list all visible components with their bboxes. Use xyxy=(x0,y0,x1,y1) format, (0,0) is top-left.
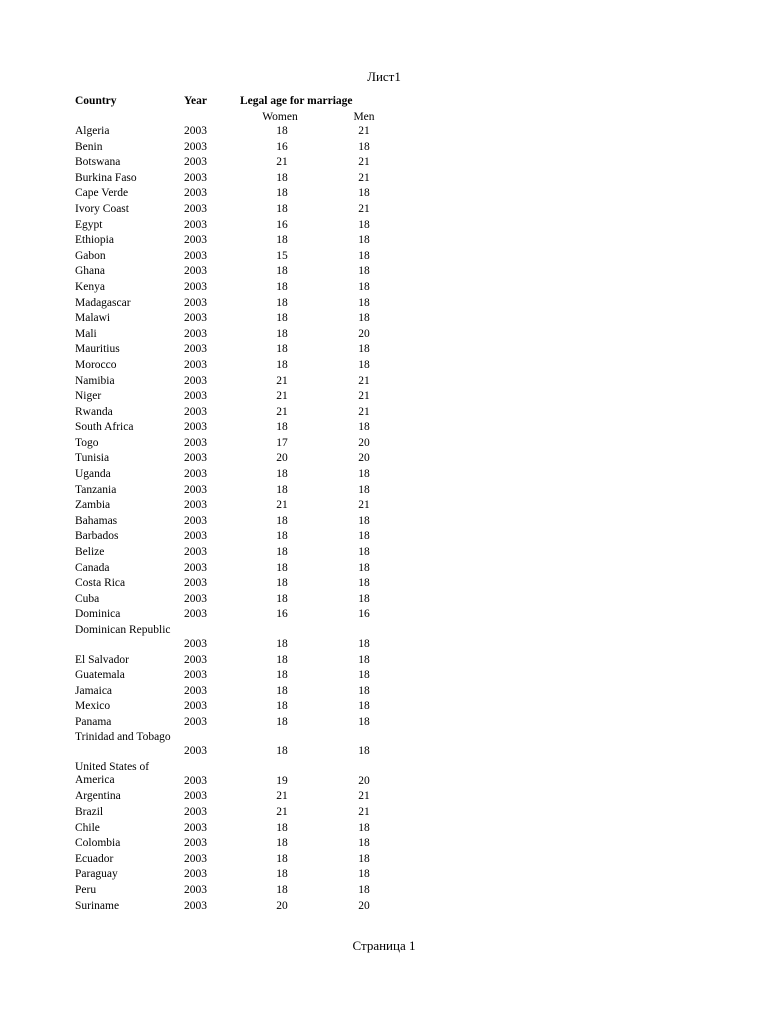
women-age-cell: 18 xyxy=(276,577,288,590)
country-cell: Argentina xyxy=(75,790,121,803)
women-age-cell: 18 xyxy=(276,280,288,293)
country-cell: Panama xyxy=(75,715,112,728)
table-row xyxy=(75,607,395,623)
table-header-row xyxy=(75,93,395,110)
women-age-cell: 20 xyxy=(276,452,288,465)
women-age-cell: 18 xyxy=(276,684,288,697)
country-cell: Belize xyxy=(75,546,105,559)
country-cell: Togo xyxy=(75,436,99,449)
country-cell: South Africa xyxy=(75,421,134,434)
men-age-cell: 20 xyxy=(358,452,370,465)
year-cell: 2003 xyxy=(184,343,207,356)
women-age-cell: 18 xyxy=(276,296,288,309)
table-row xyxy=(75,715,395,731)
men-age-cell: 21 xyxy=(358,405,370,418)
men-age-cell: 18 xyxy=(358,715,370,728)
men-age-cell: 18 xyxy=(358,530,370,543)
women-age-cell: 17 xyxy=(276,436,288,449)
table-row xyxy=(75,545,395,561)
country-cell: Colombia xyxy=(75,837,121,850)
women-age-cell: 21 xyxy=(276,156,288,169)
country-cell: Dominican Republic xyxy=(75,624,171,636)
table-row xyxy=(75,529,395,545)
women-age-cell: 18 xyxy=(276,745,288,758)
women-age-cell: 18 xyxy=(276,592,288,605)
men-age-cell: 18 xyxy=(358,218,370,231)
women-age-cell: 21 xyxy=(276,390,288,403)
men-age-cell: 18 xyxy=(358,546,370,559)
year-cell: 2003 xyxy=(184,202,207,215)
men-age-cell: 18 xyxy=(358,468,370,481)
men-age-cell: 18 xyxy=(358,483,370,496)
men-age-cell: 18 xyxy=(358,653,370,666)
year-cell: 2003 xyxy=(184,530,207,543)
country-cell: Kenya xyxy=(75,280,106,293)
men-age-cell: 21 xyxy=(358,156,370,169)
women-age-cell: 18 xyxy=(276,312,288,325)
men-age-cell: 18 xyxy=(358,837,370,850)
men-age-cell: 20 xyxy=(358,327,370,340)
year-cell: 2003 xyxy=(184,637,207,650)
country-cell: Ecuador xyxy=(75,852,114,865)
men-age-cell: 18 xyxy=(358,669,370,682)
women-age-cell: 18 xyxy=(276,265,288,278)
men-age-cell: 18 xyxy=(358,700,370,713)
women-age-cell: 18 xyxy=(276,653,288,666)
table-row xyxy=(75,451,395,467)
table-row xyxy=(75,483,395,499)
year-cell: 2003 xyxy=(184,327,207,340)
country-cell: Morocco xyxy=(75,358,117,371)
year-cell: 2003 xyxy=(184,653,207,666)
table-row xyxy=(75,233,395,249)
year-cell: 2003 xyxy=(184,390,207,403)
country-cell: Malawi xyxy=(75,312,111,325)
year-cell: 2003 xyxy=(184,249,207,262)
year-cell: 2003 xyxy=(184,700,207,713)
men-age-cell: 18 xyxy=(358,821,370,834)
men-age-cell: 21 xyxy=(358,390,370,403)
men-age-cell: 18 xyxy=(358,265,370,278)
women-age-cell: 18 xyxy=(276,669,288,682)
table-row xyxy=(75,805,395,821)
table-row xyxy=(75,623,395,653)
women-age-cell: 16 xyxy=(276,218,288,231)
table-row xyxy=(75,668,395,684)
year-cell: 2003 xyxy=(184,806,207,819)
country-cell: Brazil xyxy=(75,806,104,819)
table-body xyxy=(75,124,395,914)
year-cell: 2003 xyxy=(184,868,207,881)
year-cell: 2003 xyxy=(184,405,207,418)
country-cell: Paraguay xyxy=(75,868,118,881)
women-age-cell: 18 xyxy=(276,234,288,247)
women-age-cell: 18 xyxy=(276,125,288,137)
table-row xyxy=(75,514,395,530)
table-row xyxy=(75,280,395,296)
country-cell: Trinidad and Tobago xyxy=(75,731,171,744)
men-age-cell: 18 xyxy=(358,280,370,293)
table-row xyxy=(75,789,395,805)
country-cell: Mali xyxy=(75,327,97,340)
country-cell: Barbados xyxy=(75,530,119,543)
men-age-cell: 18 xyxy=(358,343,370,356)
table-row xyxy=(75,155,395,171)
men-age-cell: 18 xyxy=(358,637,370,650)
men-age-cell: 18 xyxy=(358,296,370,309)
country-cell: Egypt xyxy=(75,218,103,231)
country-cell: Tanzania xyxy=(75,483,117,496)
table-row xyxy=(75,653,395,669)
table-row xyxy=(75,186,395,202)
men-age-cell: 18 xyxy=(358,249,370,262)
women-age-cell: 18 xyxy=(276,421,288,434)
year-cell: 2003 xyxy=(184,577,207,590)
table-row xyxy=(75,730,395,760)
women-age-cell: 21 xyxy=(276,405,288,418)
country-cell: Cuba xyxy=(75,592,100,605)
country-cell: Chile xyxy=(75,821,100,834)
table-row xyxy=(75,124,395,140)
table-row xyxy=(75,467,395,483)
women-age-cell: 18 xyxy=(276,700,288,713)
year-cell: 2003 xyxy=(184,187,207,200)
table-row xyxy=(75,576,395,592)
women-age-cell: 18 xyxy=(276,483,288,496)
country-cell: Canada xyxy=(75,561,110,574)
women-age-cell: 18 xyxy=(276,852,288,865)
table-subheader-row xyxy=(75,110,395,124)
women-age-cell: 18 xyxy=(276,343,288,356)
men-age-cell: 18 xyxy=(358,187,370,200)
country-cell: Suriname xyxy=(75,899,120,912)
year-cell: 2003 xyxy=(184,852,207,865)
year-cell: 2003 xyxy=(184,265,207,278)
country-cell: Burkina Faso xyxy=(75,171,137,184)
year-cell: 2003 xyxy=(184,608,207,621)
header-country: Country xyxy=(75,95,117,107)
country-cell: Cape Verde xyxy=(75,187,129,200)
table-row xyxy=(75,171,395,187)
men-age-cell: 21 xyxy=(358,125,370,137)
men-age-cell: 21 xyxy=(358,171,370,184)
page-footer: Страница 1 xyxy=(352,938,416,953)
women-age-cell: 18 xyxy=(276,561,288,574)
women-age-cell: 16 xyxy=(276,140,288,153)
country-cell: Dominica xyxy=(75,608,121,621)
country-cell: Niger xyxy=(75,390,102,403)
year-cell: 2003 xyxy=(184,745,207,758)
women-age-cell: 20 xyxy=(276,899,288,912)
table-row xyxy=(75,140,395,156)
men-age-cell: 18 xyxy=(358,358,370,371)
women-age-cell: 18 xyxy=(276,171,288,184)
men-age-cell: 18 xyxy=(358,234,370,247)
table-row xyxy=(75,296,395,312)
men-age-cell: 18 xyxy=(358,312,370,325)
table-row xyxy=(75,358,395,374)
country-cell: El Salvador xyxy=(75,653,129,666)
men-age-cell: 21 xyxy=(358,499,370,512)
year-cell: 2003 xyxy=(184,374,207,387)
year-cell: 2003 xyxy=(184,156,207,169)
women-age-cell: 21 xyxy=(276,374,288,387)
women-age-cell: 18 xyxy=(276,821,288,834)
men-age-cell: 21 xyxy=(358,374,370,387)
men-age-cell: 18 xyxy=(358,514,370,527)
table-row xyxy=(75,836,395,852)
country-cell: Gabon xyxy=(75,249,106,262)
women-age-cell: 21 xyxy=(276,806,288,819)
year-cell: 2003 xyxy=(184,821,207,834)
men-age-cell: 21 xyxy=(358,790,370,803)
country-cell: Ghana xyxy=(75,265,106,278)
table-row xyxy=(75,592,395,608)
men-age-cell: 20 xyxy=(358,436,370,449)
men-age-cell: 16 xyxy=(358,608,370,621)
year-cell: 2003 xyxy=(184,837,207,850)
year-cell: 2003 xyxy=(184,514,207,527)
women-age-cell: 18 xyxy=(276,202,288,215)
men-age-cell: 18 xyxy=(358,561,370,574)
year-cell: 2003 xyxy=(184,468,207,481)
country-cell: Guatemala xyxy=(75,669,125,682)
country-cell: Ethiopia xyxy=(75,234,114,247)
country-cell: United States of America xyxy=(75,760,150,787)
women-age-cell: 18 xyxy=(276,837,288,850)
country-cell: Benin xyxy=(75,140,103,153)
women-age-cell: 18 xyxy=(276,327,288,340)
year-cell: 2003 xyxy=(184,358,207,371)
women-age-cell: 18 xyxy=(276,468,288,481)
country-cell: Uganda xyxy=(75,468,111,481)
men-age-cell: 18 xyxy=(358,745,370,758)
year-cell: 2003 xyxy=(184,436,207,449)
country-cell: Costa Rica xyxy=(75,577,126,590)
men-age-cell: 18 xyxy=(358,868,370,881)
women-age-cell: 16 xyxy=(276,608,288,621)
women-age-cell: 21 xyxy=(276,499,288,512)
country-cell: Algeria xyxy=(75,125,110,137)
men-age-cell: 18 xyxy=(358,577,370,590)
men-age-cell: 21 xyxy=(358,806,370,819)
table-row xyxy=(75,561,395,577)
men-age-cell: 18 xyxy=(358,592,370,605)
table-row xyxy=(75,852,395,868)
women-age-cell: 19 xyxy=(276,774,288,787)
women-age-cell: 18 xyxy=(276,514,288,527)
men-age-cell: 18 xyxy=(358,884,370,897)
country-cell: Peru xyxy=(75,884,97,897)
country-cell: Mauritius xyxy=(75,343,120,356)
table-row xyxy=(75,760,395,790)
table-row xyxy=(75,389,395,405)
men-age-cell: 20 xyxy=(358,774,370,787)
year-cell: 2003 xyxy=(184,884,207,897)
table-row xyxy=(75,202,395,218)
table-row xyxy=(75,821,395,837)
header-legal-age: Legal age for marriage xyxy=(240,95,353,107)
table-row xyxy=(75,899,395,915)
header-women: Women xyxy=(262,111,298,123)
country-cell: Madagascar xyxy=(75,296,131,309)
year-cell: 2003 xyxy=(184,312,207,325)
year-cell: 2003 xyxy=(184,899,207,912)
year-cell: 2003 xyxy=(184,171,207,184)
table-row xyxy=(75,327,395,343)
table-row xyxy=(75,883,395,899)
women-age-cell: 15 xyxy=(276,249,288,262)
country-cell: Ivory Coast xyxy=(75,202,129,215)
men-age-cell: 21 xyxy=(358,202,370,215)
year-cell: 2003 xyxy=(184,452,207,465)
year-cell: 2003 xyxy=(184,561,207,574)
year-cell: 2003 xyxy=(184,499,207,512)
country-cell: Botswana xyxy=(75,156,121,169)
table-row xyxy=(75,249,395,265)
year-cell: 2003 xyxy=(184,140,207,153)
men-age-cell: 18 xyxy=(358,852,370,865)
women-age-cell: 18 xyxy=(276,868,288,881)
year-cell: 2003 xyxy=(184,546,207,559)
year-cell: 2003 xyxy=(184,715,207,728)
table-row xyxy=(75,498,395,514)
women-age-cell: 18 xyxy=(276,358,288,371)
men-age-cell: 18 xyxy=(358,421,370,434)
women-age-cell: 18 xyxy=(276,546,288,559)
year-cell: 2003 xyxy=(184,483,207,496)
year-cell: 2003 xyxy=(184,125,207,137)
year-cell: 2003 xyxy=(184,280,207,293)
header-men: Men xyxy=(353,111,375,123)
country-cell: Tunisia xyxy=(75,452,110,465)
table-row xyxy=(75,311,395,327)
table-row xyxy=(75,436,395,452)
table-row xyxy=(75,374,395,390)
table-row xyxy=(75,684,395,700)
women-age-cell: 18 xyxy=(276,884,288,897)
men-age-cell: 20 xyxy=(358,899,370,912)
country-cell: Rwanda xyxy=(75,405,113,418)
year-cell: 2003 xyxy=(184,790,207,803)
country-cell: Jamaica xyxy=(75,684,113,697)
year-cell: 2003 xyxy=(184,774,207,787)
table-row xyxy=(75,699,395,715)
women-age-cell: 18 xyxy=(276,530,288,543)
country-cell: Zambia xyxy=(75,499,111,512)
year-cell: 2003 xyxy=(184,234,207,247)
year-cell: 2003 xyxy=(184,421,207,434)
header-year: Year xyxy=(184,95,207,107)
women-age-cell: 18 xyxy=(276,187,288,200)
women-age-cell: 18 xyxy=(276,637,288,650)
country-cell: Mexico xyxy=(75,700,111,713)
table-row xyxy=(75,342,395,358)
year-cell: 2003 xyxy=(184,592,207,605)
table-row xyxy=(75,420,395,436)
year-cell: 2003 xyxy=(184,296,207,309)
country-cell: Bahamas xyxy=(75,514,118,527)
year-cell: 2003 xyxy=(184,684,207,697)
data-table xyxy=(75,93,395,914)
table-row xyxy=(75,405,395,421)
table-row xyxy=(75,264,395,280)
table-row xyxy=(75,867,395,883)
women-age-cell: 21 xyxy=(276,790,288,803)
table-row xyxy=(75,218,395,234)
page-header: Лист1 xyxy=(367,69,401,84)
women-age-cell: 18 xyxy=(276,715,288,728)
country-cell: Namibia xyxy=(75,374,115,387)
men-age-cell: 18 xyxy=(358,684,370,697)
year-cell: 2003 xyxy=(184,669,207,682)
year-cell: 2003 xyxy=(184,218,207,231)
men-age-cell: 18 xyxy=(358,140,370,153)
